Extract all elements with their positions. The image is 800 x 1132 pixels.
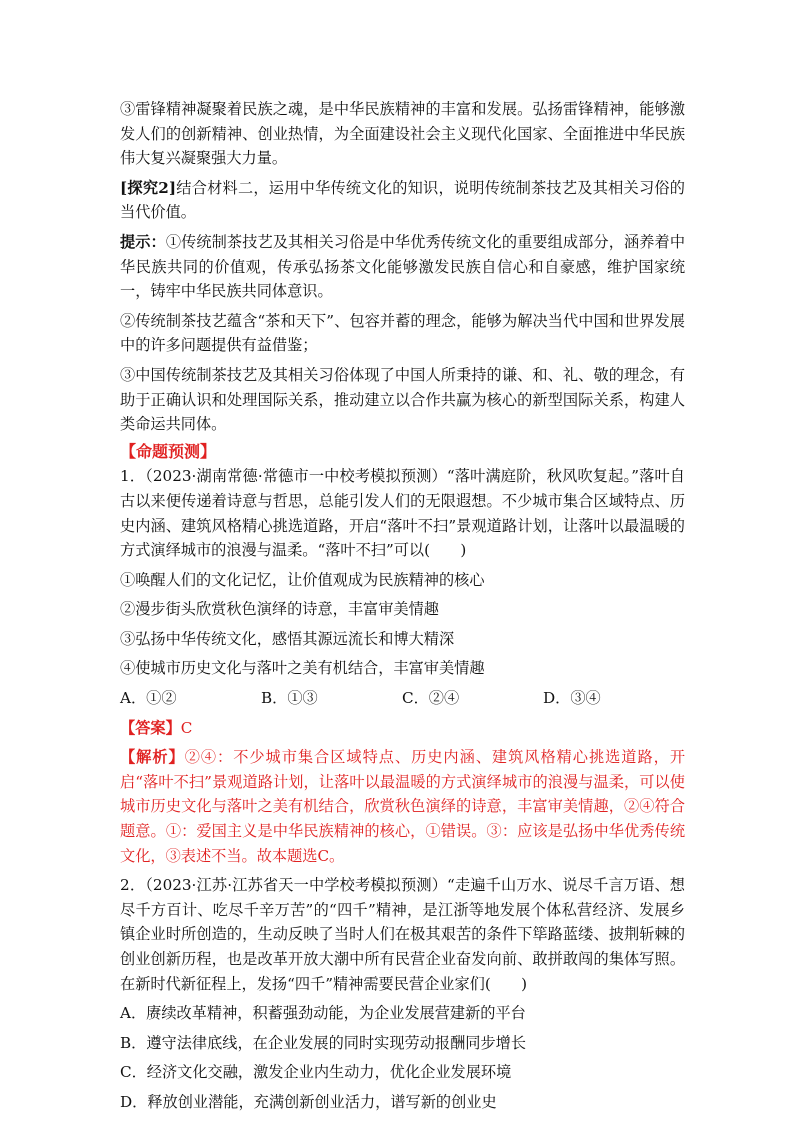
q1-option-a: A．①② [120,689,177,708]
explore2-label: [探究2] [120,178,177,197]
explore2-hint-2: ②传统制茶技艺蕴含“茶和天下”、包容并蓄的理念，能够为解决当代中国和世界发展中的许多问题提供有益借鉴； [120,311,685,355]
answer-value: C [180,718,193,737]
q2-option-c: C．经济文化交融，激发企业内生动力，优化企业发展环境 [120,1063,512,1082]
explore1-point-3: ③雷锋精神凝聚着民族之魂，是中华民族精神的丰富和发展。弘扬雷锋精神，能够激发人们的创新精神、创业热情，为全面建设社会主义现代化国家、全面推进中华民族伟大复兴凝聚强大力量。 [120,100,685,168]
hint-label: 提示： [120,232,166,251]
q1-option-b: B．①③ [261,689,318,708]
answer-label: 【答案】 [120,718,181,737]
q1-answer [120,716,685,741]
q1-stem: 1．（2023·湖南常德·常德市一中校考模拟预测）“落叶满庭阶，秋风吹复起。”落叶自古以来便传递着诗意与哲思，总能引发人们的无限遐想。不少城市集合区域特点、历史内涵、建筑风格精心挑选道路，开启“落叶不扫”景观道路计划，让落叶以最温暖的方式演绎城市的浪漫与温柔。“落叶不扫”可以( ) [120,467,685,560]
analysis-label: 【解析】 [120,748,185,767]
q1-statement-3: ③弘扬中华传统文化，感悟其源远流长和博大精深 [120,629,455,648]
q1-option-d: D．③④ [543,689,601,708]
q2-option-b: B．遵守法律底线，在企业发展的同时实现劳动报酬同步增长 [120,1033,527,1052]
q1-statement-2: ②漫步街头欣赏秋色演绎的诗意，丰富审美情趣 [120,600,439,619]
analysis-text: ②④：不少城市集合区域特点、历史内涵、建筑风格精心挑选道路，开启“落叶不扫”景观道路计划，让落叶以最温暖的方式演绎城市的浪漫与温柔，可以使城市历史文化与落叶之美有机结合，欣赏秋色演绎的诗意，丰富审美情趣，②④符合题意。①：爱国主义是中华民族精神的核心，①错误。③：应该是弘扬中华优秀传统文化，③表述不当。故本题选C。 [120,748,686,865]
q2-stem: 2．（2023·江苏·江苏省天一中学校考模拟预测）“走遍千山万水、说尽千言万语、想尽千方百计、吃尽千辛万苦”的“四千”精神，是江浙等地发展个体私营经济、发展乡镇企业时所创造的，生动反映了当时人们在极其艰苦的条件下筚路蓝缕、披荆斩棘的创业创新历程，也是改革开放大潮中所有民营企业奋发向前、敢拼敢闯的集体写照。在新时代新征程上，发扬“四千”精神需要民营企业家们( ) [120,876,685,993]
explore2-question-text: 结合材料二，运用中华传统文化的知识，说明传统制茶技艺及其相关习俗的当代价值。 [120,178,685,222]
hint-point-text: ①传统制茶技艺及其相关习俗是中华优秀传统文化的重要组成部分，涵养着中华民族共同的价值观，传承弘扬茶文化能够激发民族自信心和自豪感，维护国家统一，铸牢中华民族共同体意识。 [120,232,686,301]
q2-option-d: D．释放创业潜能，充满创新创业活力，谱写新的创业史 [120,1092,497,1111]
document-page [120,97,685,1115]
explore2-hint-1 [120,230,685,304]
section-heading: 【命题预测】 [120,441,217,461]
q2-option-a: A．赓续改革精神，积蓄强劲动能，为企业发展营建新的平台 [120,1004,526,1023]
q1-statement-4: ④使城市历史文化与落叶之美有机结合，丰富审美情趣 [120,659,485,678]
explore2-hint-3: ③中国传统制茶技艺及其相关习俗体现了中国人所秉持的谦、和、礼、敬的理念，有助于正确认识和处理国际关系，推动建立以合作共赢为核心的新型国际关系，构建人类命运共同体。 [120,365,685,434]
q1-options [120,686,685,711]
q1-analysis [120,745,685,868]
explore2-question [120,176,685,225]
q1-statement-1: ①唤醒人们的文化记忆，让价值观成为民族精神的核心 [120,570,485,589]
q1-option-c: C．②④ [402,689,460,708]
